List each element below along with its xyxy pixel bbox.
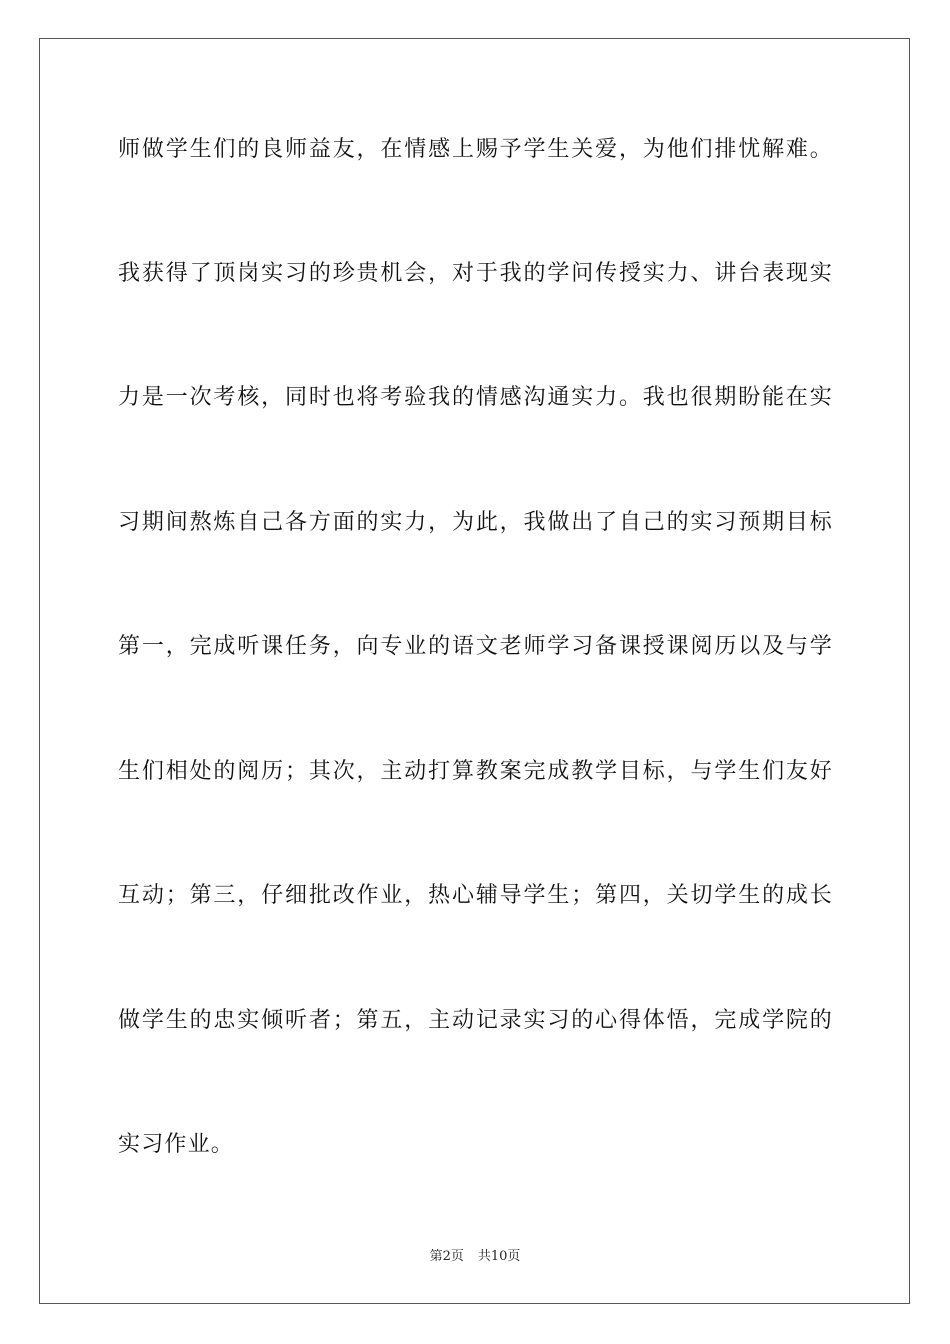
page-number: 第2页 — [429, 1249, 464, 1264]
body-text-line: 生们相处的阅历；其次，主动打算教案完成教学目标，与学生们友好 — [118, 759, 833, 784]
body-text-line: 习期间熬炼自己各方面的实力，为此，我做出了自己的实习预期目标 — [118, 510, 833, 535]
page-footer — [0, 1248, 950, 1266]
body-text-line: 互动；第三，仔细批改作业，热心辅导学生；第四，关切学生的成长 — [118, 883, 833, 908]
page-frame — [39, 38, 910, 1304]
body-text-line: 师做学生们的良师益友，在情感上赐予学生关爱，为他们排忧解难。 — [118, 137, 833, 162]
body-text-line: 第一，完成听课任务，向专业的语文老师学习备课授课阅历以及与学 — [118, 634, 833, 659]
body-text-line: 实习作业。 — [118, 1132, 235, 1157]
body-text-line: 力是一次考核，同时也将考验我的情感沟通实力。我也很期盼能在实 — [118, 385, 833, 410]
page-total: 共10页 — [477, 1249, 521, 1264]
body-text-line: 做学生的忠实倾听者；第五，主动记录实习的心得体悟，完成学院的 — [118, 1008, 833, 1033]
body-text-line: 我获得了顶岗实习的珍贵机会，对于我的学问传授实力、讲台表现实 — [118, 261, 833, 286]
